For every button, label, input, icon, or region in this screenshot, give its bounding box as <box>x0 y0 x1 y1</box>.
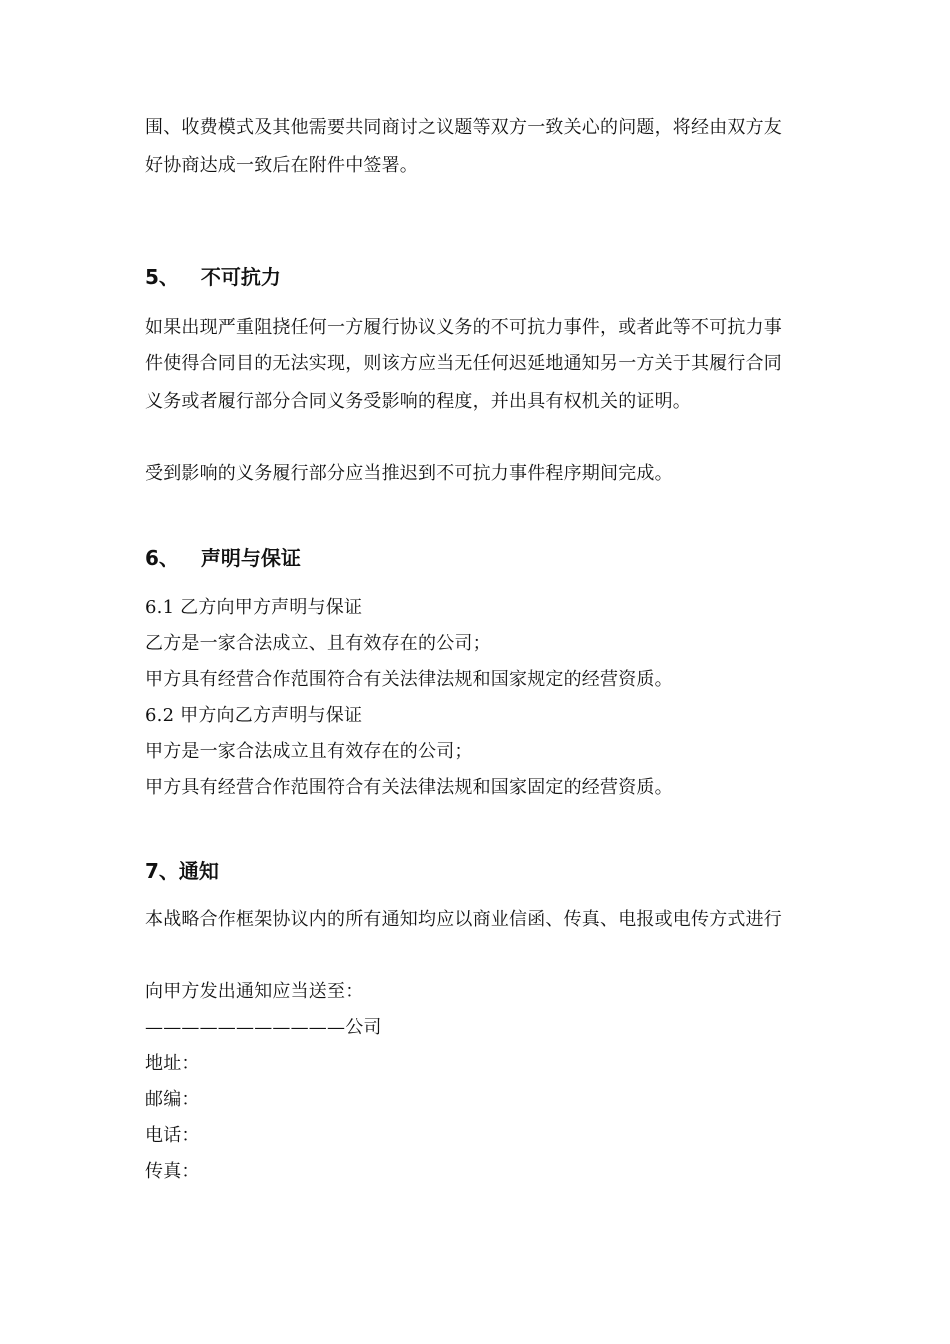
section6-sub1-item-2: 甲方具有经营合作范围符合有关法律法规和国家规定的经营资质。 <box>145 669 673 690</box>
section4-line-2: 好协商达成一致后在附件中签署。 <box>145 155 418 176</box>
section6-sub2-item-2: 甲方具有经营合作范围符合有关法律法规和国家固定的经营资质。 <box>145 777 673 798</box>
section6-number: 6、 <box>145 546 179 570</box>
section7-address-label: 地址： <box>145 1053 200 1074</box>
section6-sub2-item-1: 甲方是一家合法成立且有效存在的公司； <box>145 741 473 762</box>
section7-fax-label: 传真： <box>145 1161 200 1182</box>
section5-title: 不可抗力 <box>200 265 281 289</box>
section5-para2: 受到影响的义务履行部分应当推迟到不可抗力事件程序期间完成。 <box>145 463 673 484</box>
section5-para1-line-1: 如果出现严重阻挠任何一方履行协议义务的不可抗力事件，或者此等不可抗力事 <box>145 317 782 338</box>
section6-sub2-title: 6.2 甲方向乙方声明与保证 <box>145 705 363 726</box>
section5-para1-line-2: 件使得合同目的无法实现，则该方应当无任何迟延地通知另一方关于其履行合同 <box>145 353 782 374</box>
section6-heading <box>145 545 301 571</box>
section7-company-line: ———————————公司 <box>145 1017 382 1038</box>
section6-title: 声明与保证 <box>200 546 301 570</box>
section5-number: 5、 <box>145 265 179 289</box>
section7-phone-label: 电话： <box>145 1125 200 1146</box>
section5-para1-line-3: 义务或者履行部分合同义务受影响的程度，并出具有权机关的证明。 <box>145 391 691 412</box>
section5-heading <box>145 264 281 290</box>
section4-line-1: 围、收费模式及其他需要共同商讨之议题等双方一致关心的问题，将经由双方友 <box>145 117 782 138</box>
section7-para1: 本战略合作框架协议内的所有通知均应以商业信函、传真、电报或电传方式进行 <box>145 909 782 930</box>
section6-sub1-title: 6.1 乙方向甲方声明与保证 <box>145 597 363 618</box>
section7-postcode-label: 邮编： <box>145 1089 200 1110</box>
section7-notice-to: 向甲方发出通知应当送至： <box>145 981 364 1002</box>
section6-sub1-item-1: 乙方是一家合法成立、且有效存在的公司； <box>145 633 491 654</box>
section7-heading: 7、通知 <box>145 859 219 883</box>
